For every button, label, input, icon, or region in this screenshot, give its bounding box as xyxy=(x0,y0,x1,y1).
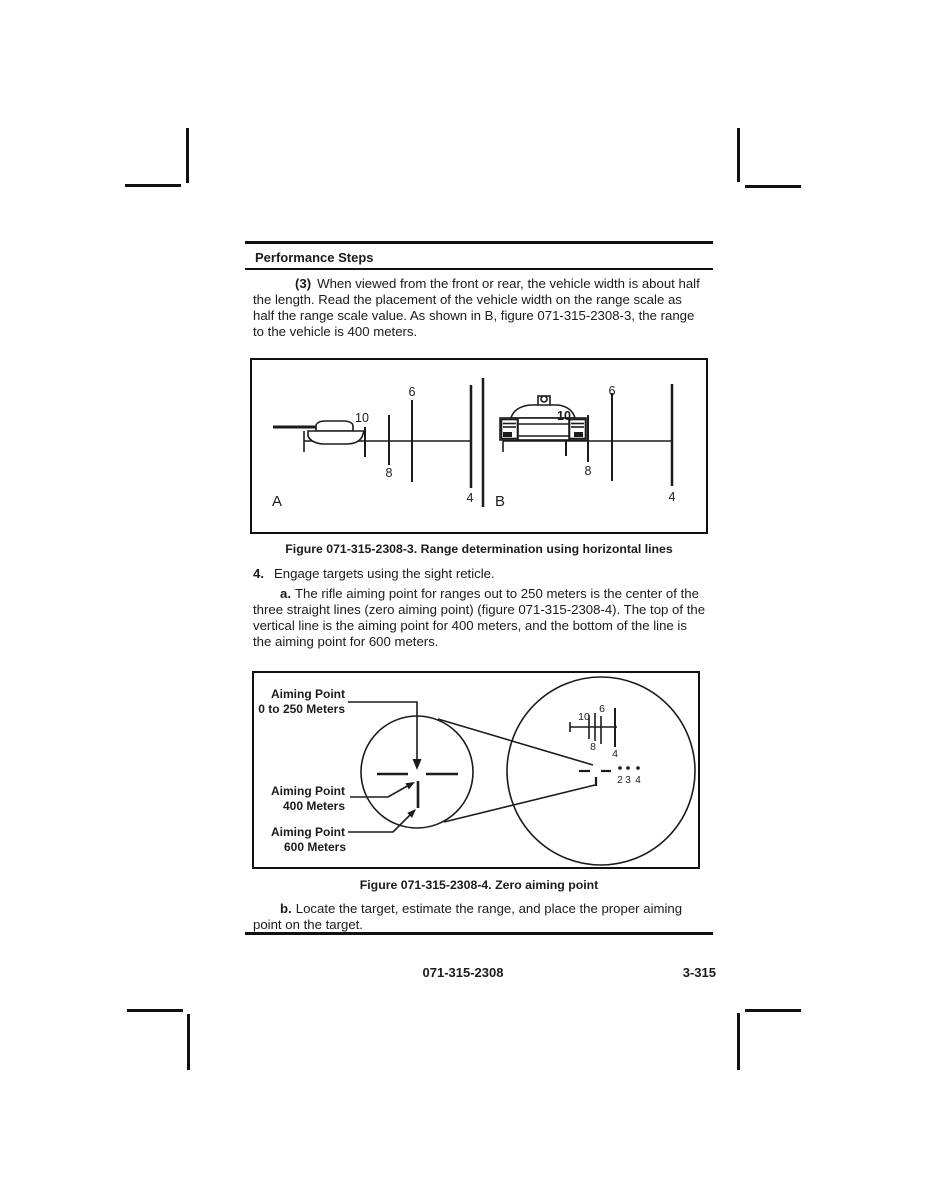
panel-b-label: B xyxy=(495,493,506,510)
mini-scale-label-8: 8 xyxy=(590,741,596,753)
header-rule-top xyxy=(245,241,713,244)
arrowhead-400 xyxy=(405,782,415,789)
tank-side-view xyxy=(273,421,364,444)
tank-front-view xyxy=(500,396,586,440)
mini-scale-label-6: 6 xyxy=(599,703,605,715)
figure-4-caption: Figure 071-315-2308-4. Zero aiming point xyxy=(359,878,599,892)
scale-a-label-6: 6 xyxy=(408,385,416,399)
scale-a-label-8: 8 xyxy=(385,466,393,480)
header-rule-bottom xyxy=(245,268,713,270)
lead-dot-4 xyxy=(636,766,640,770)
footer-page-number: 3-315 xyxy=(682,965,716,980)
figure-4-box xyxy=(252,671,700,869)
item-4-number: 4. xyxy=(253,566,264,581)
performance-steps-header: Performance Steps xyxy=(255,250,374,265)
footer-doc-number: 071-315-2308 xyxy=(422,965,504,980)
panel-a-label: A xyxy=(272,493,283,510)
leader-600 xyxy=(348,814,411,832)
leader-250 xyxy=(348,702,417,761)
para-3-label: (3) xyxy=(295,276,312,291)
callout-400-line1: Aiming Point xyxy=(271,784,345,798)
crop-mark-bottom-left-horizontal xyxy=(127,1009,183,1012)
para-3-text: When viewed from the front or rear, the vehicle width is about half the length. Read the placement of the vehicle width on the range scale as half the range scale value. As shown in B, figure 071-315-2308-3, the range to the vehicle is 400 meters. xyxy=(253,276,700,339)
scale-b-label-6: 6 xyxy=(608,384,616,398)
para-a-label: a. xyxy=(280,586,291,601)
crop-mark-top-left-vertical xyxy=(186,128,189,183)
para-a xyxy=(253,586,708,650)
callout-600-line2: 600 Meters xyxy=(283,840,347,854)
crop-mark-bottom-right-horizontal xyxy=(745,1009,801,1012)
para-b xyxy=(253,901,708,933)
scale-b-label-4: 4 xyxy=(668,490,676,504)
crop-mark-top-right-vertical xyxy=(737,128,740,182)
figure-3-caption: Figure 071-315-2308-3. Range determination using horizontal lines xyxy=(285,542,673,556)
dot-label-2: 2 xyxy=(617,775,623,786)
callout-400-line2: 400 Meters xyxy=(282,799,346,813)
para-a-text: The rifle aiming point for ranges out to 250 meters is the center of the three straight lines (zero aiming point) (figure 071-315-2308-4). The top of the vertical line is the aiming point for 400 meters, and the bottom of the line is the aiming point for 600 meters. xyxy=(253,586,706,649)
crop-mark-bottom-right-vertical xyxy=(737,1013,740,1070)
item-4-text: Engage targets using the sight reticle. xyxy=(274,566,495,581)
figure-3-box xyxy=(250,358,708,534)
crop-mark-top-left-horizontal xyxy=(125,184,181,187)
lead-dot-2 xyxy=(618,766,622,770)
dot-label-3: 3 xyxy=(625,775,631,786)
scale-a-label-10: 10 xyxy=(355,411,369,425)
para-b-label: b. xyxy=(280,901,292,916)
scale-b-label-8: 8 xyxy=(584,464,592,478)
crop-mark-bottom-left-vertical xyxy=(187,1014,190,1070)
item-4 xyxy=(253,566,708,582)
section-bottom-rule xyxy=(245,932,713,935)
callout-250-line1: Aiming Point xyxy=(271,687,345,701)
crop-mark-top-right-horizontal xyxy=(745,185,801,188)
lead-dot-3 xyxy=(626,766,630,770)
para-3 xyxy=(253,276,705,340)
scale-a-label-4: 4 xyxy=(466,491,474,505)
scale-b-label-10: 10 xyxy=(557,409,571,423)
arrowhead-250 xyxy=(413,759,422,770)
mini-scale-label-10: 10 xyxy=(578,711,590,723)
callout-250-line2: 0 to 250 Meters xyxy=(258,702,345,716)
figure-3-drawing xyxy=(252,360,706,532)
callout-600-line1: Aiming Point xyxy=(271,825,345,839)
leader-400 xyxy=(350,785,410,798)
mini-scale-label-4: 4 xyxy=(612,748,618,760)
figure-4-drawing xyxy=(254,673,698,867)
dot-label-4: 4 xyxy=(635,775,641,786)
para-b-text: Locate the target, estimate the range, and place the proper aiming point on the target. xyxy=(253,901,683,932)
